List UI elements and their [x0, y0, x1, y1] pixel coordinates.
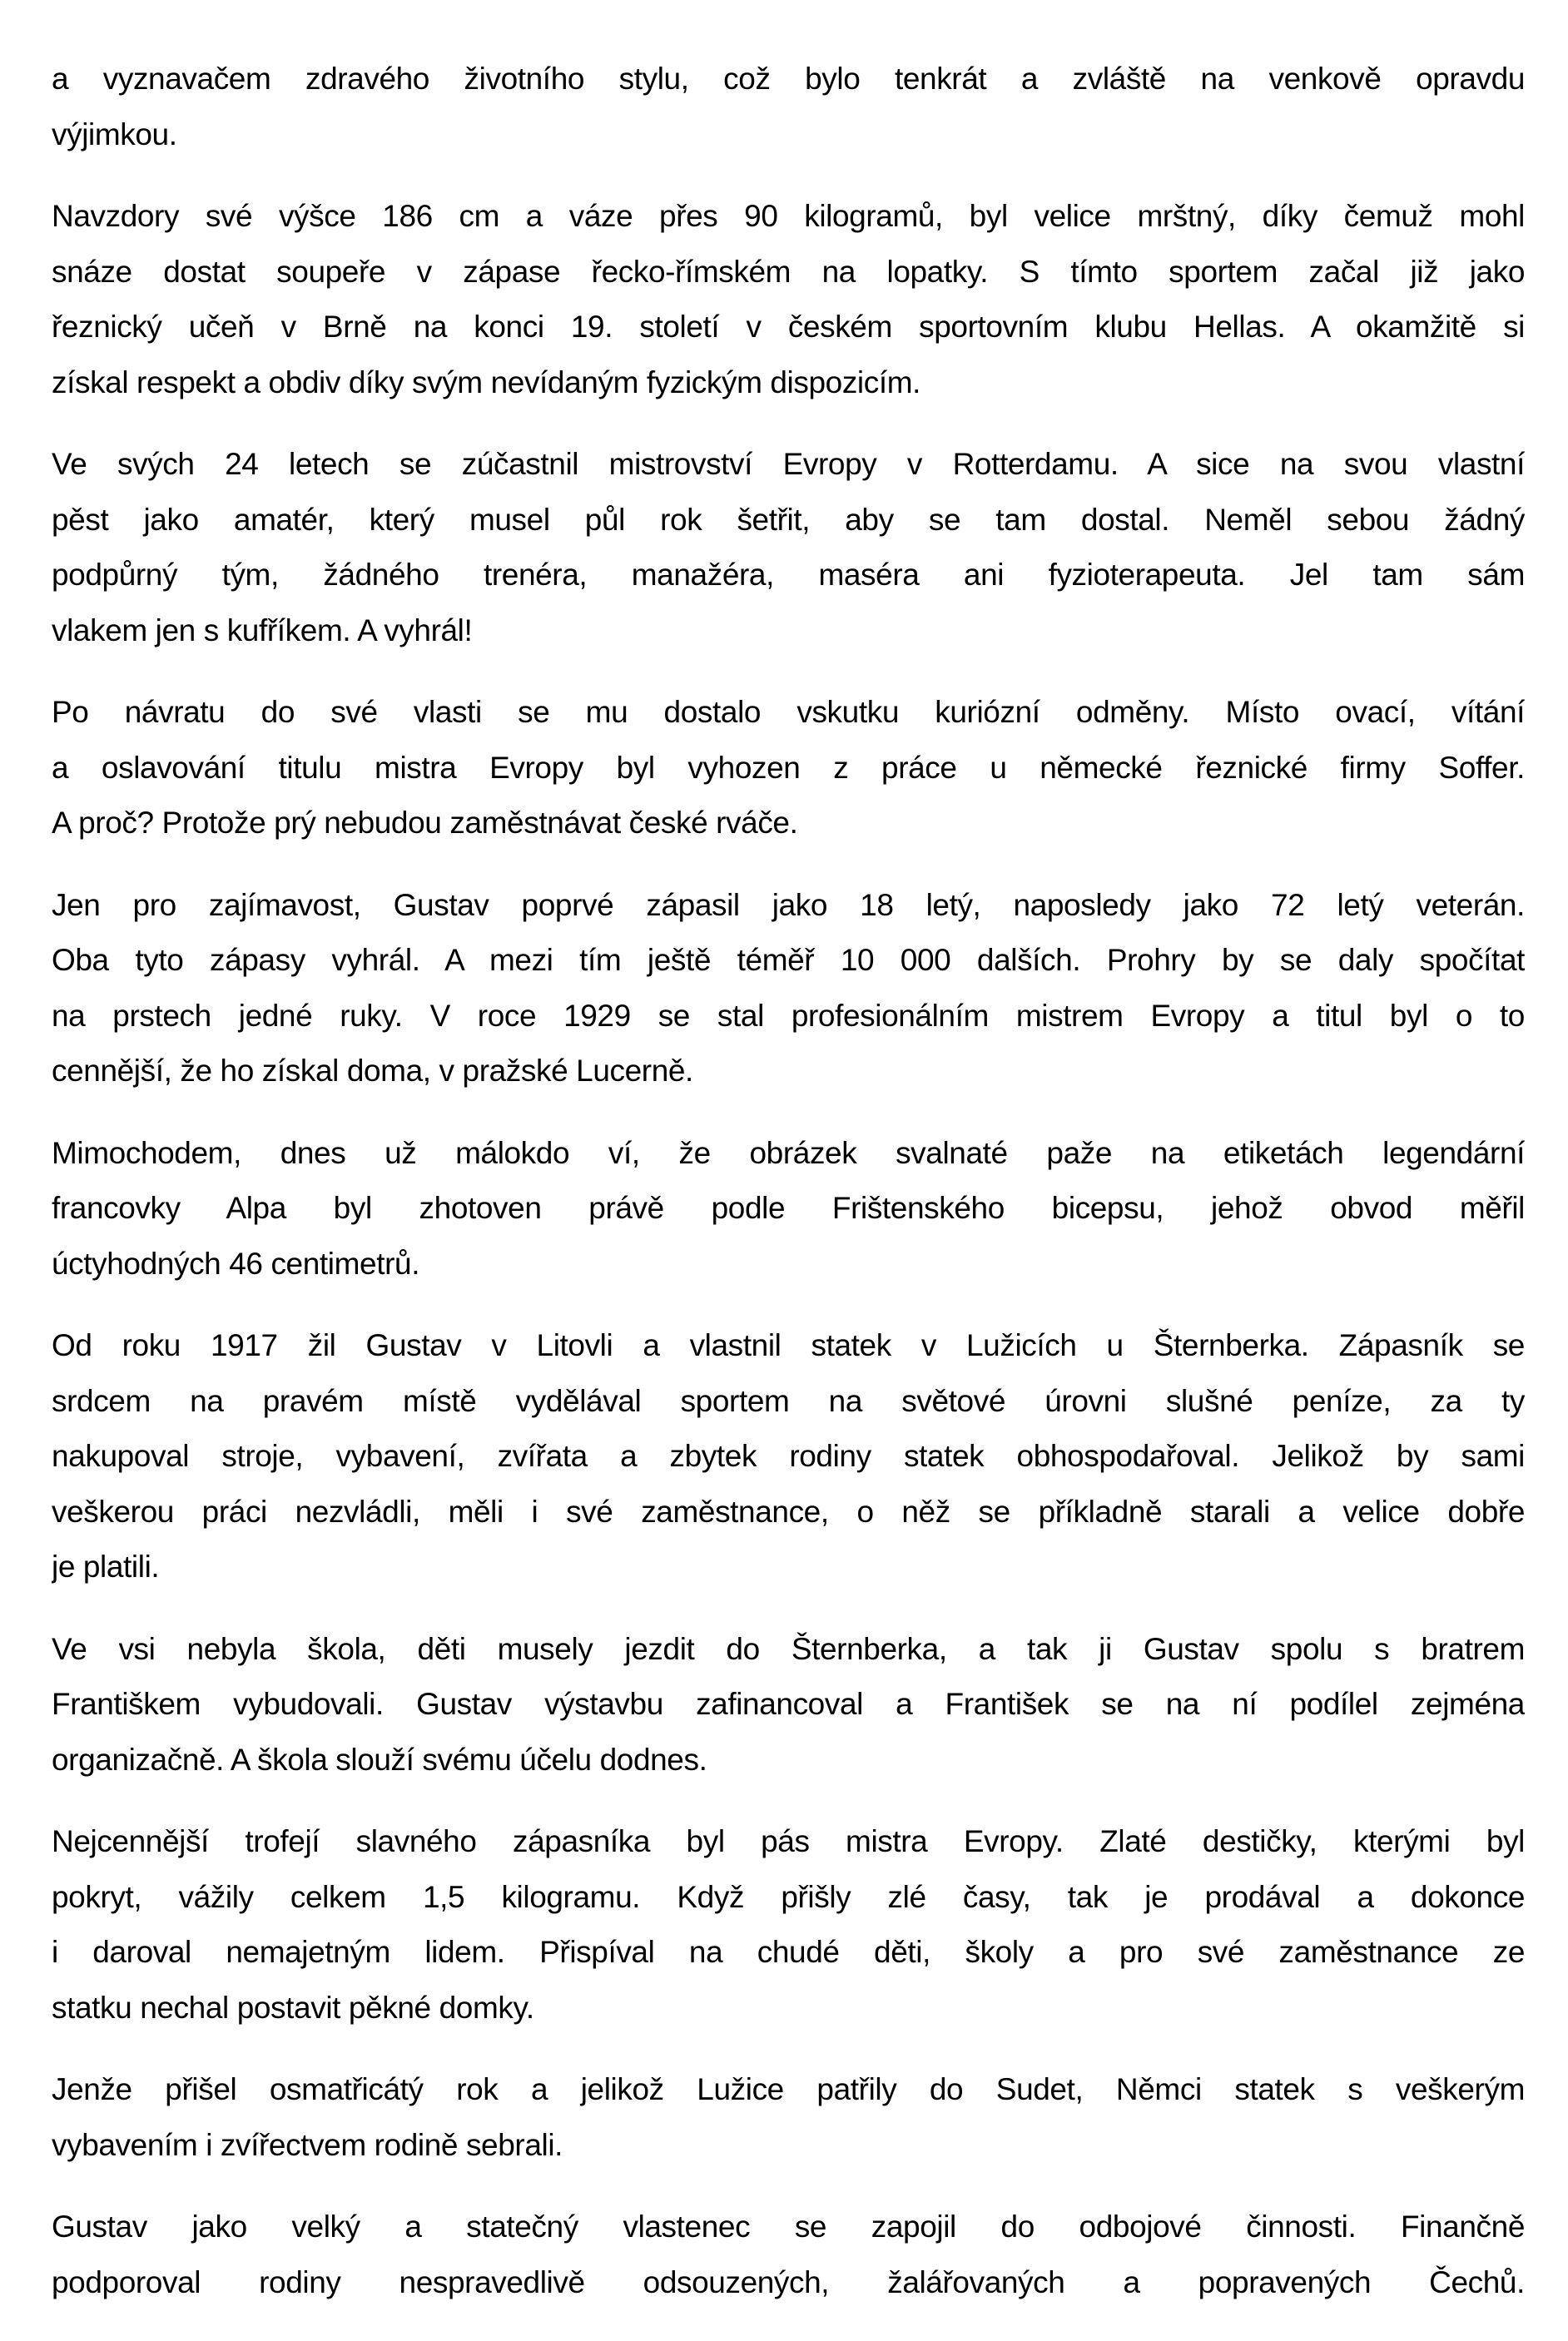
text-line: cennější, že ho získal doma, v pražské Lucerně.: [52, 1054, 693, 1088]
text-line: Františkem vybudovali. Gustav výstavbu zafinancoval a František se na ní podílel zejména: [52, 1687, 1525, 1721]
text-line: úctyhodných 46 centimetrů.: [52, 1246, 420, 1281]
document-body: [52, 52, 1525, 2337]
paragraph: [52, 52, 1525, 162]
text-line: snáze dostat soupeře v zápase řecko-římském na lopatky. S tímto sportem začal již jako: [52, 254, 1525, 289]
text-line: Od roku 1917 žil Gustav v Litovli a vlastnil statek v Lužicích u Šternberka. Zápasník se: [52, 1328, 1525, 1362]
paragraph: [52, 878, 1525, 1099]
text-line: A proč? Protože prý nebudou zaměstnávat české rváče.: [52, 806, 798, 840]
paragraph: [52, 2062, 1525, 2173]
paragraph: [52, 437, 1525, 658]
text-line: Ve vsi nebyla škola, děti musely jezdit do Šternberka, a tak ji Gustav spolu s bratrem: [52, 1631, 1525, 1666]
text-line: pěst jako amatér, který musel půl rok šetřit, aby se tam dostal. Neměl sebou žádný: [52, 502, 1525, 537]
text-line: vybavením i zvířectvem rodině sebrali.: [52, 2127, 563, 2162]
text-line: i daroval nemajetným lidem. Přispíval na chudé děti, školy a pro své zaměstnance ze: [52, 1935, 1525, 1969]
text-line: Oba tyto zápasy vyhrál. A mezi tím ještě téměř 10 000 dalších. Prohry by se daly spočítat: [52, 943, 1525, 977]
text-line: získal respekt a obdiv díky svým nevídaným fyzickým dispozicím.: [52, 365, 921, 399]
text-line: francovky Alpa byl zhotoven právě podle Frištenského bicepsu, jehož obvod měřil: [52, 1191, 1525, 1225]
paragraph: [52, 2200, 1525, 2310]
text-line: statku nechal postavit pěkné domky.: [52, 1990, 534, 2025]
text-line: Mimochodem, dnes už málokdo ví, že obrázek svalnaté paže na etiketách legendární: [52, 1135, 1525, 1170]
paragraph: [52, 685, 1525, 851]
text-line: výjimkou.: [52, 117, 177, 151]
text-line: Navzdory své výšce 186 cm a váze přes 90 kilogramů, byl velice mrštný, díky čemuž mohl: [52, 199, 1525, 233]
text-line: je platili.: [52, 1550, 160, 1584]
text-line: na prstech jedné ruky. V roce 1929 se stal profesionálním mistrem Evropy a titul byl o to: [52, 998, 1525, 1033]
paragraph: [52, 1126, 1525, 1292]
text-line: Jenže přišel osmatřicátý rok a jelikož Lužice patřily do Sudet, Němci statek s veškerým: [52, 2072, 1525, 2106]
text-line: Nejcennější trofejí slavného zápasníka byl pás mistra Evropy. Zlaté destičky, kterými byl: [52, 1824, 1525, 1858]
paragraph: [52, 1622, 1525, 1788]
text-line: Jen pro zajímavost, Gustav poprvé zápasil jako 18 letý, naposledy jako 72 letý veterán.: [52, 887, 1525, 922]
text-line: organizačně. A škola slouží svému účelu dodnes.: [52, 1742, 707, 1777]
text-line: veškerou práci nezvládli, měli i své zaměstnance, o něž se příkladně starali a velice dobře: [52, 1494, 1525, 1529]
text-line: Ve svých 24 letech se zúčastnil mistrovství Evropy v Rotterdamu. A sice na svou vlastní: [52, 447, 1525, 481]
paragraph: [52, 189, 1525, 410]
text-line: řeznický učeň v Brně na konci 19. století v českém sportovním klubu Hellas. A okamžitě si: [52, 310, 1525, 344]
paragraph: [52, 1814, 1525, 2036]
text-line: podpůrný tým, žádného trenéra, manažéra, maséra ani fyzioterapeuta. Jel tam sám: [52, 558, 1525, 592]
text-line: nakupoval stroje, vybavení, zvířata a zbytek rodiny statek obhospodařoval. Jelikož by sami: [52, 1439, 1525, 1473]
text-line: a vyznavačem zdravého životního stylu, což bylo tenkrát a zvláště na venkově opravdu: [52, 62, 1525, 96]
text-line: Po návratu do své vlasti se mu dostalo vskutku kuriózní odměny. Místo ovací, vítání: [52, 695, 1525, 729]
text-line: podporoval rodiny nespravedlivě odsouzených, žalářovaných a popravených Čechů.: [52, 2264, 1525, 2299]
paragraph: [52, 1318, 1525, 1595]
text-line: pokryt, vážily celkem 1,5 kilogramu. Když přišly zlé časy, tak je prodával a dokonce: [52, 1879, 1525, 1914]
text-line: a oslavování titulu mistra Evropy byl vyhozen z práce u německé řeznické firmy Soffer.: [52, 750, 1525, 785]
text-line: Gustav jako velký a statečný vlastenec se zapojil do odbojové činnosti. Finančně: [52, 2210, 1525, 2244]
text-line: vlakem jen s kufříkem. A vyhrál!: [52, 613, 473, 647]
text-line: srdcem na pravém místě vydělával sportem na světové úrovni slušné peníze, za ty: [52, 1383, 1525, 1418]
